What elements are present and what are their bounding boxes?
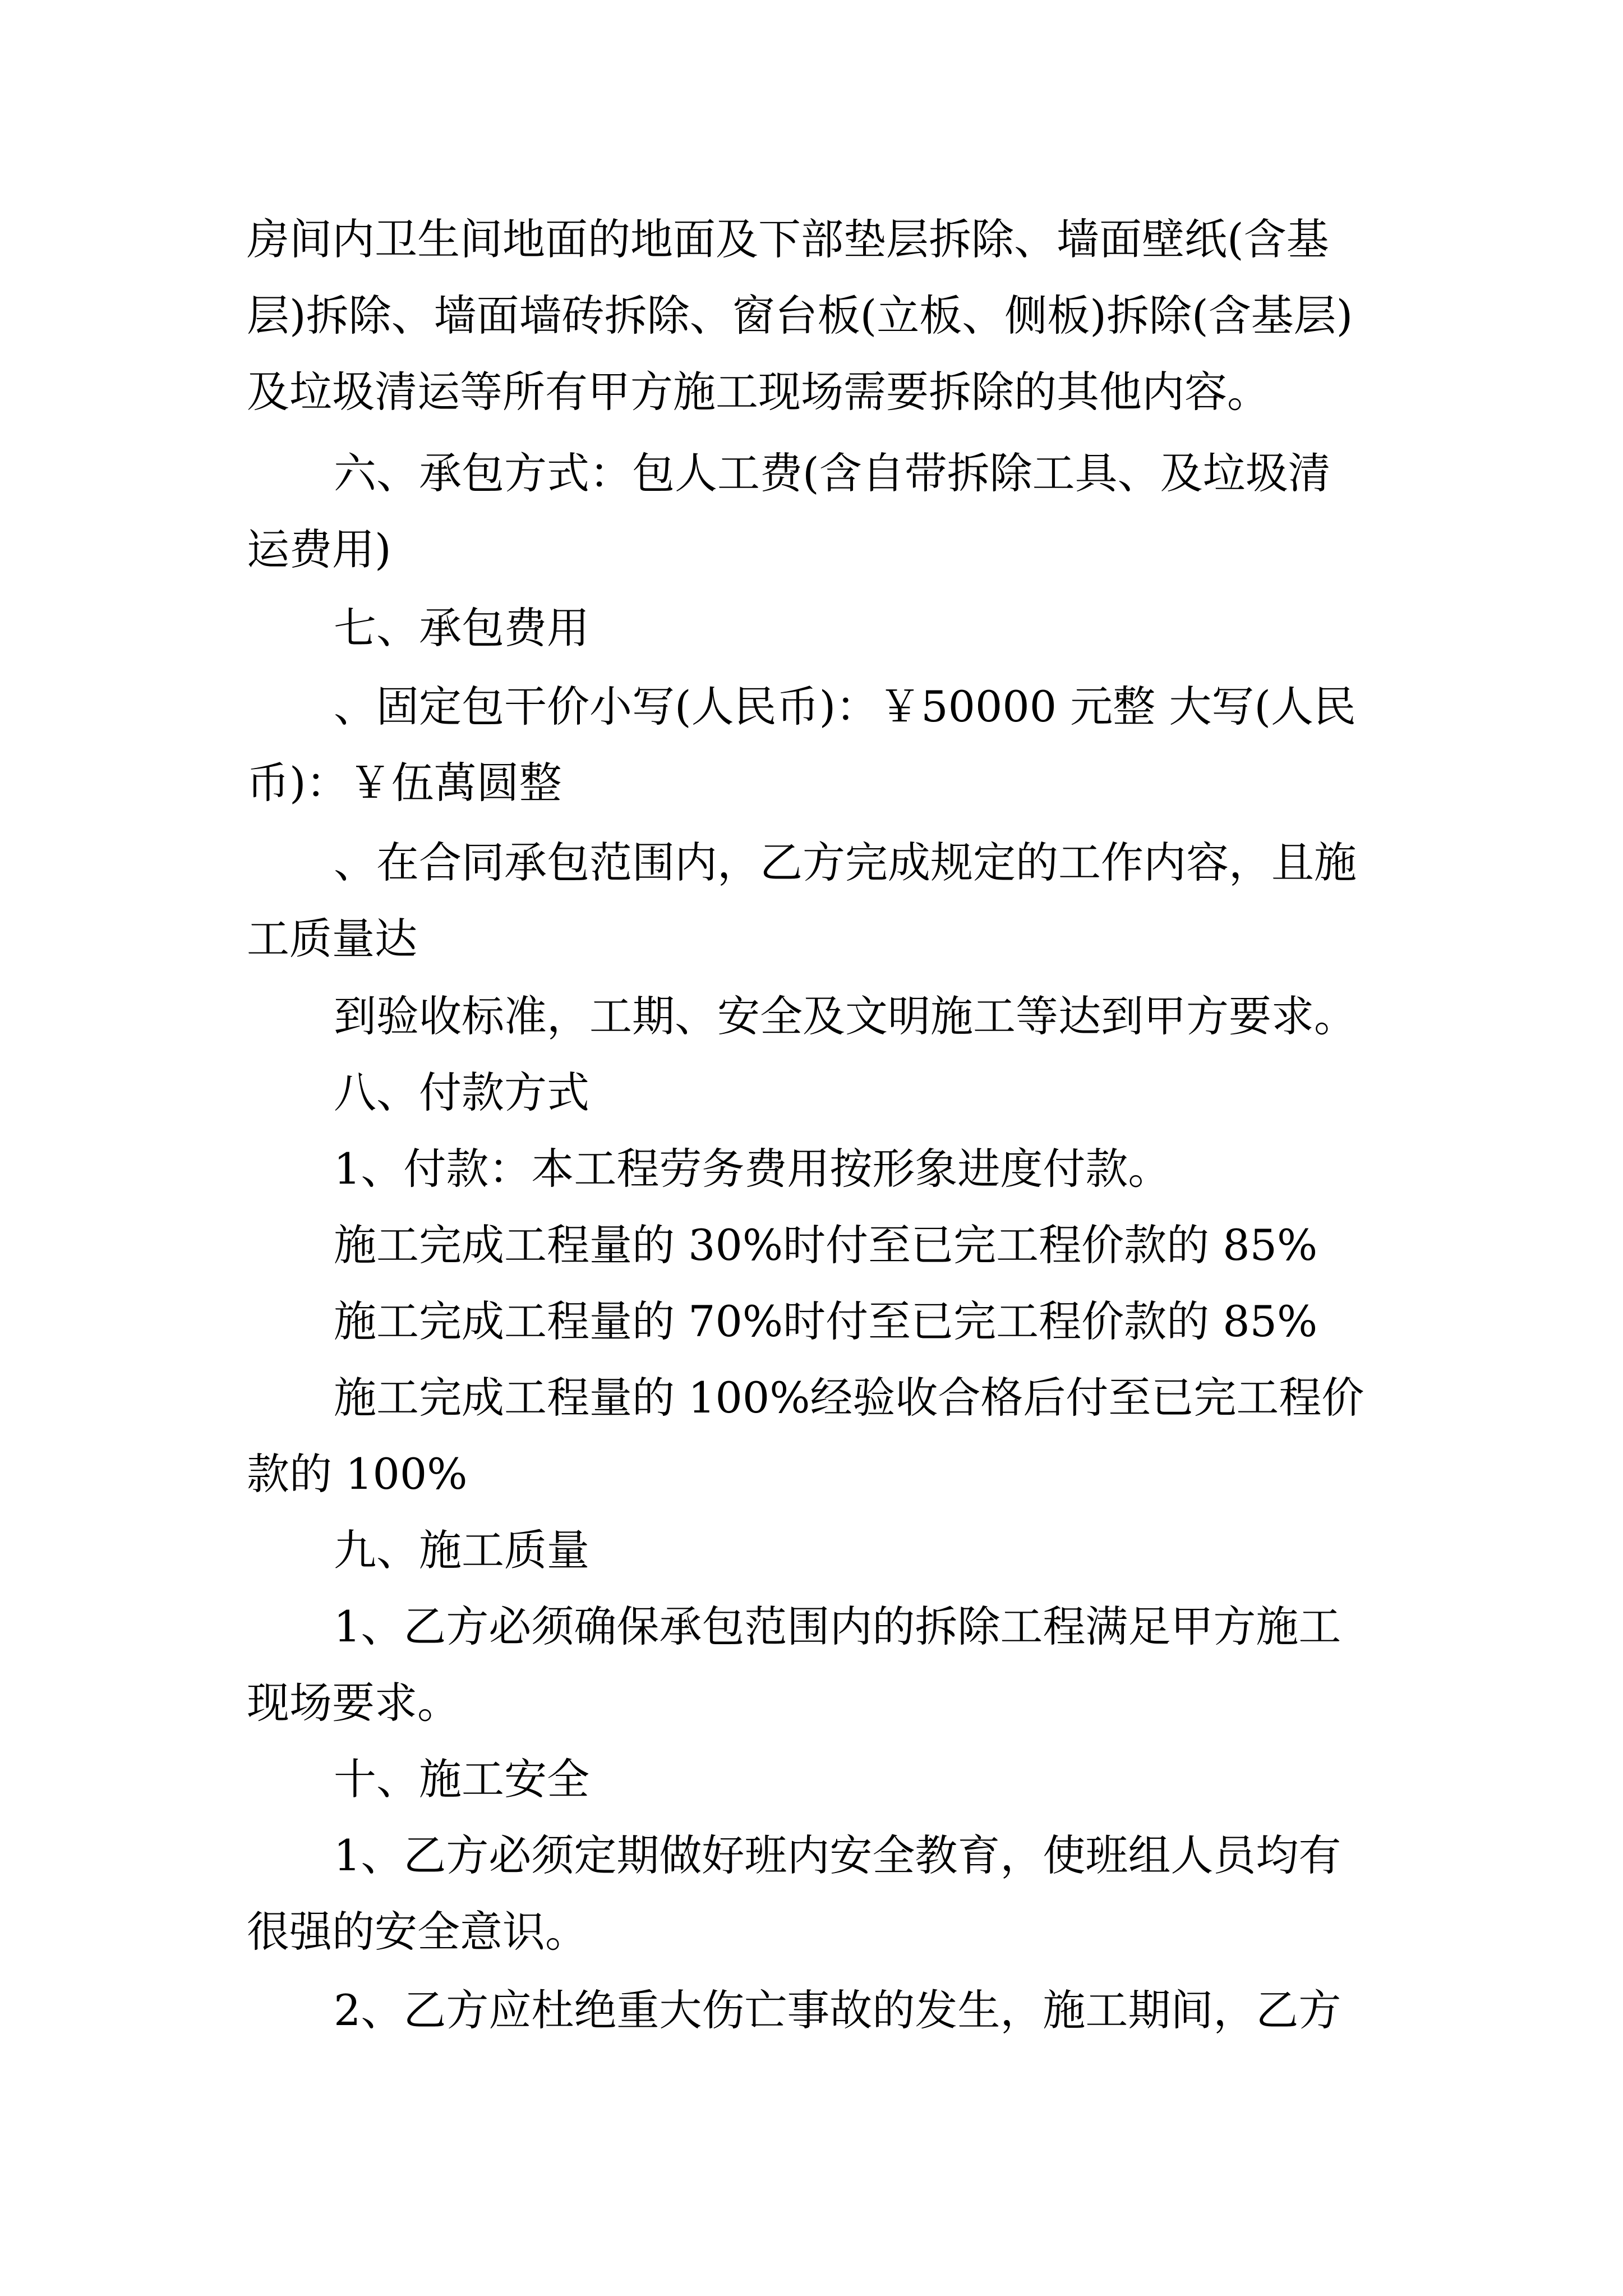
text-line: 到验收标准，工期、安全及文明施工等达到甲方要求。 — [334, 991, 1357, 1041]
section-heading: 九、施工质量 — [334, 1525, 589, 1575]
text-line: 及垃圾清运等所有甲方施工现场需要拆除的其他内容。 — [247, 367, 1270, 417]
section-heading: 七、承包费用 — [334, 603, 589, 653]
text-line: 款的 100% — [247, 1449, 468, 1499]
text-line: 房间内卫生间地面的地面及下部垫层拆除、墙面壁纸(含基 — [247, 214, 1329, 264]
text-line: 币)：￥伍萬圆整 — [247, 758, 562, 808]
text-line: 运费用) — [247, 524, 391, 574]
section-heading: 十、施工安全 — [334, 1754, 589, 1804]
text-line: 施工完成工程量的 70%时付至已完工程价款的 85% — [334, 1296, 1318, 1346]
text-line: 2、乙方应杜绝重大伤亡事故的发生，施工期间，乙方 — [334, 1985, 1341, 2035]
text-line: 施工完成工程量的 30%时付至已完工程价款的 85% — [334, 1220, 1318, 1270]
section-heading: 六、承包方式：包人工费(含自带拆除工具、及垃圾清 — [334, 448, 1331, 498]
text-line: 、在合同承包范围内，乙方完成规定的工作内容，且施 — [334, 838, 1357, 887]
text-line: 工质量达 — [247, 914, 417, 964]
text-line: 现场要求。 — [247, 1678, 460, 1728]
text-line: 施工完成工程量的 100%经验收合格后付至已完工程价 — [334, 1373, 1364, 1423]
text-line: 很强的安全意识。 — [247, 1907, 588, 1957]
text-line: 1、乙方必须定期做好班内安全教育，使班组人员均有 — [334, 1830, 1341, 1880]
text-line: 、固定包干价小写(人民币)：￥50000 元整 大写(人民 — [334, 682, 1357, 731]
text-line: 1、付款：本工程劳务费用按形象进度付款。 — [334, 1144, 1171, 1194]
section-heading: 八、付款方式 — [334, 1068, 589, 1117]
text-line: 层)拆除、墙面墙砖拆除、窗台板(立板、侧板)拆除(含基层) — [247, 291, 1353, 341]
text-line: 1、乙方必须确保承包范围内的拆除工程满足甲方施工 — [334, 1602, 1341, 1651]
